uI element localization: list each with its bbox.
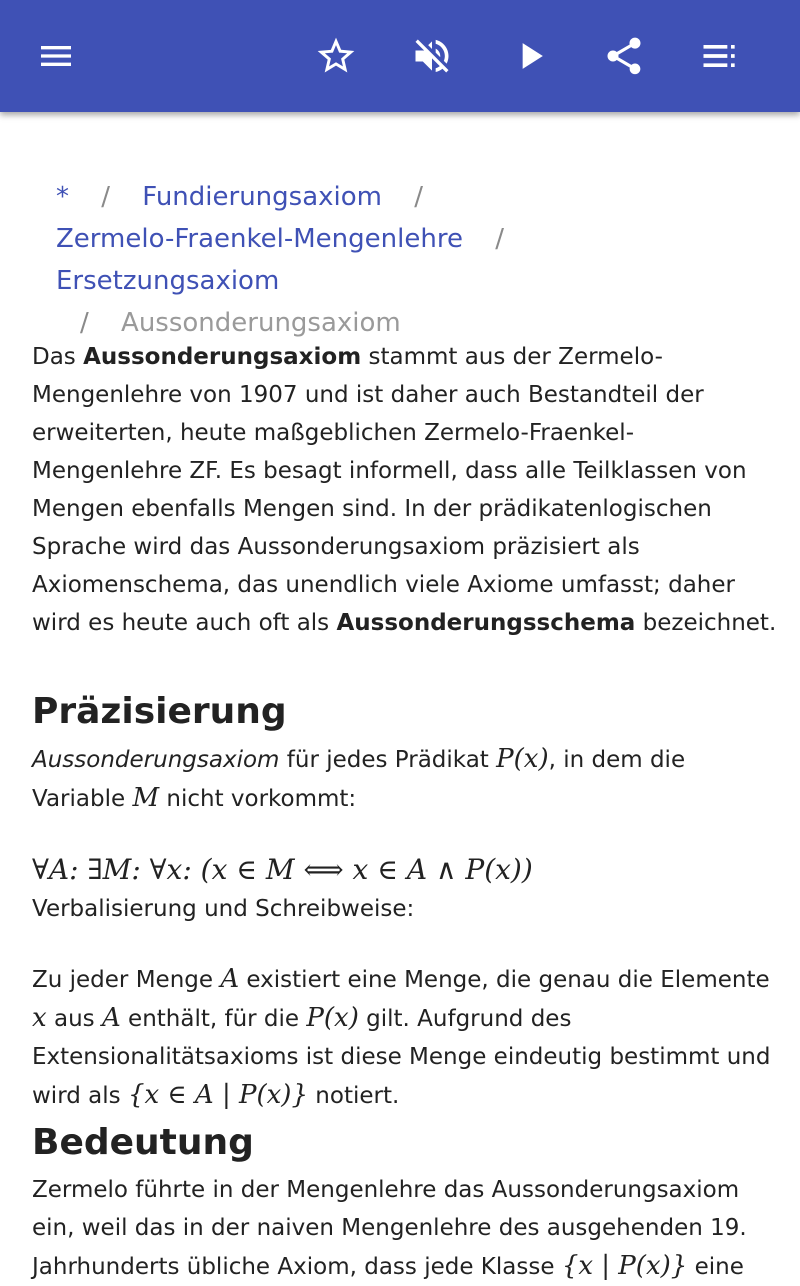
meaning-paragraph <box>32 1171 777 1286</box>
menu-icon <box>36 36 76 76</box>
meaning-text: Zermelo führte in der Mengenlehre das Aussonderungsaxiom ein, weil das in der naiven Mengenlehre des ausgehenden 19. Jahrhunderts übliche Axiom, dass jede Klasse <box>32 1177 747 1280</box>
section-heading-bedeutung: Bedeutung <box>32 1122 254 1163</box>
verbal-label: Verbalisierung und Schreibweise: <box>32 896 415 922</box>
volume-off-icon <box>410 34 454 78</box>
section-heading-praezisierung: Präzisierung <box>32 691 287 732</box>
mute-button[interactable] <box>400 24 464 88</box>
intro-bold-term: Aussonderungsaxiom <box>83 344 362 370</box>
precision-text: für jedes Prädikat <box>279 747 497 773</box>
precision-emphasis: Aussonderungsaxiom <box>32 747 280 773</box>
breadcrumb-separator: / <box>495 224 504 254</box>
precision-text: nicht vorkommt: <box>159 786 357 812</box>
precision-paragraph <box>32 740 777 818</box>
math-inline: P(x) <box>306 1003 359 1033</box>
verbal-text: aus <box>46 1006 102 1032</box>
intro-bold-term: Aussonderungsschema <box>336 610 636 636</box>
verbal-text: Zu jeder Menge <box>32 967 221 993</box>
app-bar <box>0 0 800 112</box>
math-inline: M <box>132 783 160 813</box>
breadcrumb-current: Aussonderungsaxiom <box>121 308 401 338</box>
share-icon <box>602 34 646 78</box>
verbal-text: gilt. Aufgrund des Extensionalitätsaxioms ist diese Menge eindeutig bestimmt und wird als <box>32 1006 771 1109</box>
intro-text: Das <box>32 344 84 370</box>
math-inline: x <box>32 1003 47 1033</box>
breadcrumb-link-ersetzungsaxiom[interactable]: Ersetzungsaxiom <box>56 266 280 296</box>
play-button[interactable] <box>498 24 562 88</box>
breadcrumb-separator: / <box>414 182 424 212</box>
list-icon <box>698 34 742 78</box>
verbal-text: enthält, für die <box>120 1006 307 1032</box>
precision-text: , in dem die Variable <box>32 747 686 812</box>
breadcrumb-link-fundierungsaxiom[interactable]: Fundierungsaxiom <box>142 182 382 212</box>
breadcrumb-link-zermelo-fraenkel[interactable]: Zermelo-Fraenkel-Mengenlehre <box>56 224 463 254</box>
math-inline: {x | P(x)} <box>561 1251 688 1281</box>
breadcrumb-separator: / <box>80 308 89 338</box>
verbal-paragraph <box>32 960 777 1115</box>
breadcrumb <box>56 176 756 344</box>
article-content <box>32 338 777 1286</box>
intro-text: bezeichnet. <box>635 610 777 636</box>
breadcrumb-separator: / <box>101 182 111 212</box>
table-of-contents-button[interactable] <box>688 24 752 88</box>
verbal-text: existiert eine Menge, die genau die Elemente <box>239 967 770 993</box>
verbal-text: notiert. <box>308 1083 400 1109</box>
meaning-text: eine <box>687 1254 744 1280</box>
math-inline: A <box>220 964 240 994</box>
play-icon <box>508 34 552 78</box>
math-inline: P(x) <box>496 744 549 774</box>
breadcrumb-home-link[interactable]: * <box>56 182 69 212</box>
intro-text: stammt aus der Zermelo-Mengenlehre von 1907 und ist daher auch Bestandteil der erweiterten, heute maßgeblichen Zermelo-Fraenkel-Mengenlehre ZF. Es besagt informell, dass alle Teilklassen von Mengen ebenfalls Mengen sind. In der prädikatenlogischen Sprache wird das Aussonderungsaxiom präzisiert als Axiomenschema, das unendlich viele Axiome umfasst; daher wird es heute auch oft als <box>32 344 747 636</box>
share-button[interactable] <box>592 24 656 88</box>
favorite-button[interactable] <box>304 24 368 88</box>
menu-button[interactable] <box>24 24 88 88</box>
axiom-formula: ∀A: ∃M: ∀x: (x ∈ M ⟺ x ∈ A ∧ P(x)) <box>32 853 533 886</box>
intro-paragraph <box>32 338 777 642</box>
math-inline: {x ∈ A | P(x)} <box>127 1080 308 1110</box>
math-inline: A <box>101 1003 121 1033</box>
star-outline-icon <box>314 34 358 78</box>
